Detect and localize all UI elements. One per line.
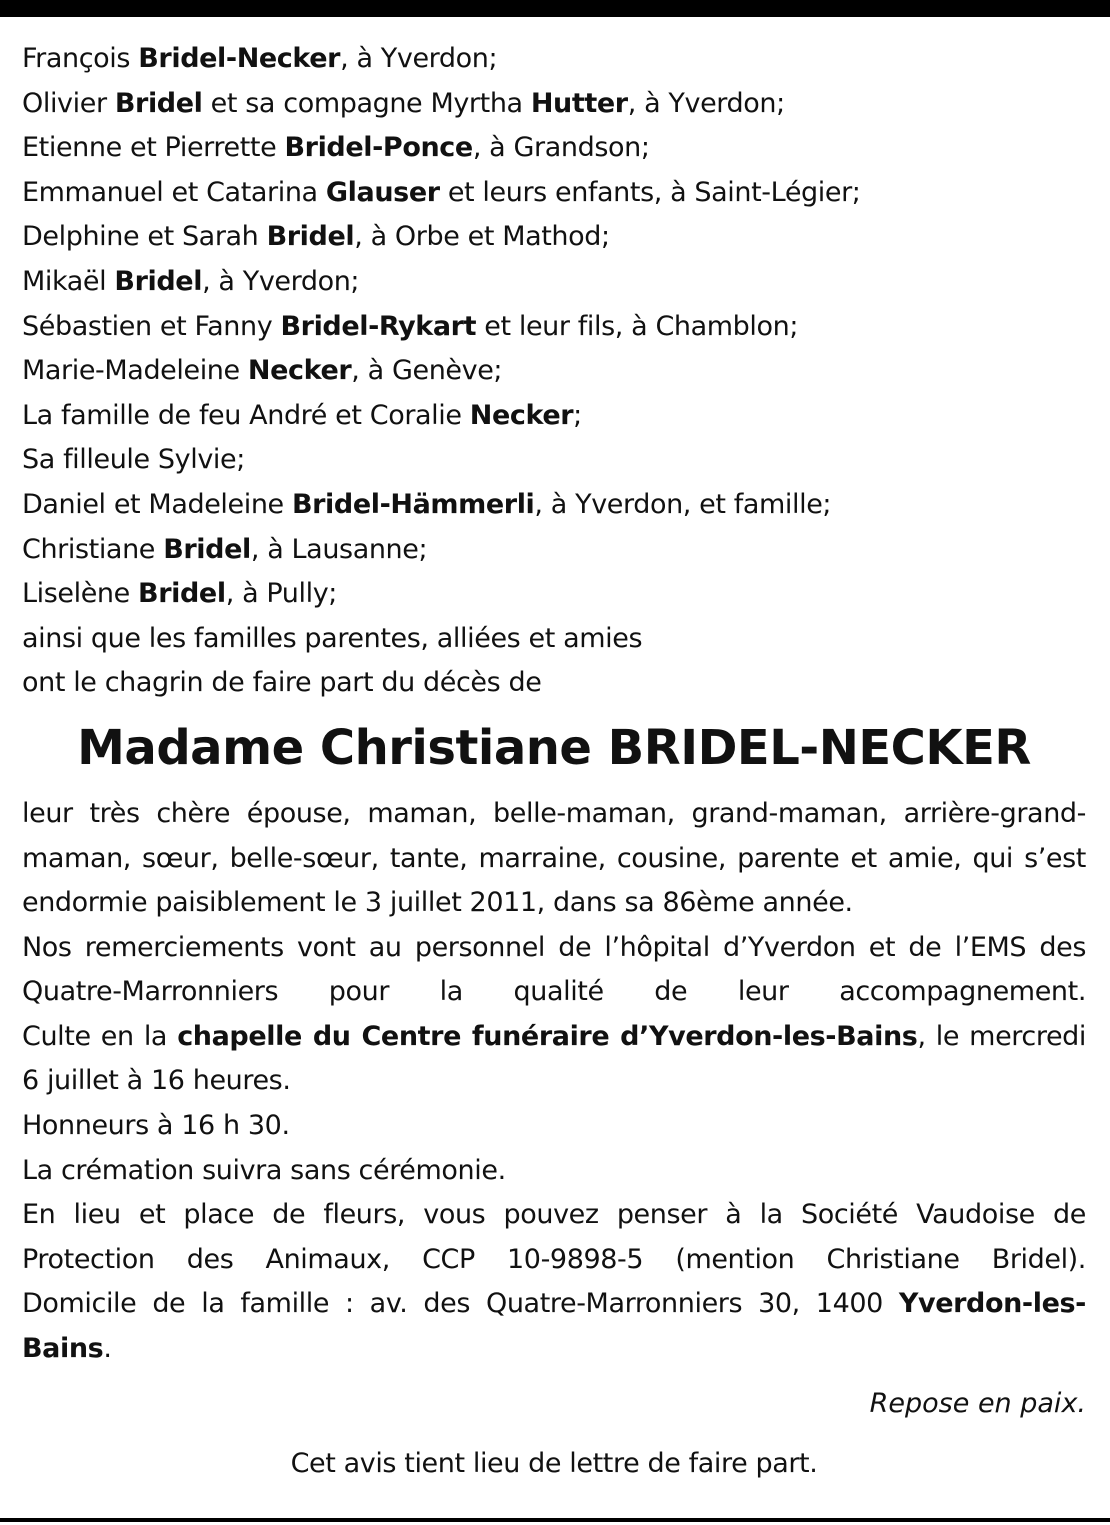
- family-surname: Hutter: [530, 87, 628, 119]
- family-line: [22, 483, 1086, 528]
- family-given-names: Sébastien et Fanny: [22, 310, 281, 342]
- family-surname: Bridel-Rykart: [280, 310, 477, 342]
- family-surname: Bridel: [114, 265, 203, 297]
- family-line: [22, 37, 1086, 82]
- family-location: , à Lausanne;: [250, 533, 428, 565]
- family-line: [22, 215, 1086, 260]
- intro-line: ainsi que les familles parentes, alliées et amies: [22, 622, 643, 654]
- family-companion: et sa compagne Myrtha: [202, 87, 531, 119]
- service-location: chapelle du Centre funéraire d’Yverdon-les-Bains: [177, 1020, 918, 1052]
- family-given-names: Christiane: [22, 533, 164, 565]
- intro-line: ont le chagrin de faire part du décès de: [22, 667, 542, 699]
- family-given-names: La famille de feu André et Coralie: [22, 399, 470, 431]
- flowers-paragraph: En lieu et place de fleurs, vous pouvez penser à la Société Vaudoise de Protection des Animaux, CCP 10-9898-5 (mention Christiane Bridel).: [22, 1199, 1086, 1275]
- bottom-rule: [0, 1518, 1110, 1522]
- family-surname: Necker: [469, 399, 574, 431]
- family-given-names: Mikaël: [22, 265, 115, 297]
- honneurs-line: Honneurs à 16 h 30.: [22, 1110, 290, 1142]
- service-paragraph: [22, 1015, 1086, 1104]
- footer-notice: Cet avis tient lieu de lettre de faire part.: [290, 1448, 818, 1480]
- family-surname: Necker: [247, 355, 352, 387]
- domicile-period: .: [103, 1333, 112, 1365]
- family-given-names: Etienne et Pierrette: [22, 132, 285, 164]
- family-given-names: Daniel et Madeleine: [22, 488, 292, 520]
- family-location: , à Yverdon;: [627, 87, 785, 119]
- family-line: [22, 394, 1086, 439]
- family-given-names: Delphine et Sarah: [22, 221, 267, 253]
- family-location: , à Yverdon;: [340, 43, 498, 74]
- family-surname: Bridel-Necker: [138, 43, 341, 74]
- family-given-names: Emmanuel et Catarina: [22, 176, 326, 208]
- family-surname: Bridel: [266, 221, 355, 253]
- family-location: , à Pully;: [225, 578, 337, 610]
- family-location: , à Genève;: [351, 355, 503, 387]
- family-given-names: François: [22, 43, 139, 74]
- family-location: ;: [573, 399, 582, 431]
- family-location: , à Orbe et Mathod;: [354, 221, 610, 253]
- family-location: , à Grandson;: [472, 132, 650, 164]
- family-given-names: Olivier: [22, 87, 115, 119]
- family-surname: Bridel: [114, 87, 203, 119]
- family-surname: Bridel: [163, 533, 251, 565]
- family-surname: Bridel: [138, 578, 226, 610]
- family-given-names: Sa filleule Sylvie;: [22, 444, 245, 476]
- family-location: et leurs enfants, à Saint-Légier;: [439, 176, 861, 208]
- family-surname: Bridel-Hämmerli: [291, 488, 535, 520]
- family-location: , à Yverdon, et famille;: [534, 488, 832, 520]
- thanks-paragraph: Nos remerciements vont au personnel de l’hôpital d’Yverdon et de l’EMS des Quatre-Marronniers pour la qualité de leur accompagnement.: [22, 931, 1086, 1008]
- family-location: et leur fils, à Chamblon;: [476, 310, 799, 342]
- description-paragraph: leur très chère épouse, maman, belle-maman, grand-maman, arrière-grand-maman, sœur, belle-sœur, tante, marraine, cousine, parente et amie, qui s’est endormie paisiblement le 3 juillet 2011, dans sa 86ème année.: [22, 797, 1086, 919]
- family-line: [22, 82, 1086, 127]
- family-line: [22, 260, 1086, 305]
- family-line: [22, 171, 1086, 216]
- family-given-names: Marie-Madeleine: [22, 355, 248, 387]
- family-line: [22, 528, 1086, 573]
- family-surname: Bridel-Ponce: [284, 132, 473, 164]
- service-text: Culte en la: [22, 1020, 178, 1052]
- death-notice: [22, 37, 1086, 1487]
- family-location: , à Yverdon;: [202, 265, 360, 297]
- cremation-line: La crémation suivra sans cérémonie.: [22, 1154, 506, 1186]
- family-line: [22, 126, 1086, 171]
- family-line: [22, 572, 1086, 617]
- family-line: [22, 438, 1086, 483]
- family-line: [22, 349, 1086, 394]
- deceased-name-heading: Madame Christiane BRIDEL-NECKER: [77, 719, 1031, 776]
- family-given-names: Liselène: [22, 578, 139, 610]
- domicile-town: Yverdon-les-Bains: [22, 1288, 1086, 1365]
- repose-text: Repose en paix.: [869, 1387, 1086, 1419]
- service-date: , le mercredi 6 juillet à 16 heures.: [22, 1020, 1087, 1097]
- domicile-paragraph: [22, 1282, 1086, 1371]
- family-surname: Glauser: [325, 176, 440, 208]
- domicile-address: Domicile de la famille : av. des Quatre-Marronniers 30, 1400: [22, 1288, 899, 1320]
- top-rule: [0, 0, 1110, 17]
- family-line: [22, 305, 1086, 350]
- family-list: [22, 37, 1086, 617]
